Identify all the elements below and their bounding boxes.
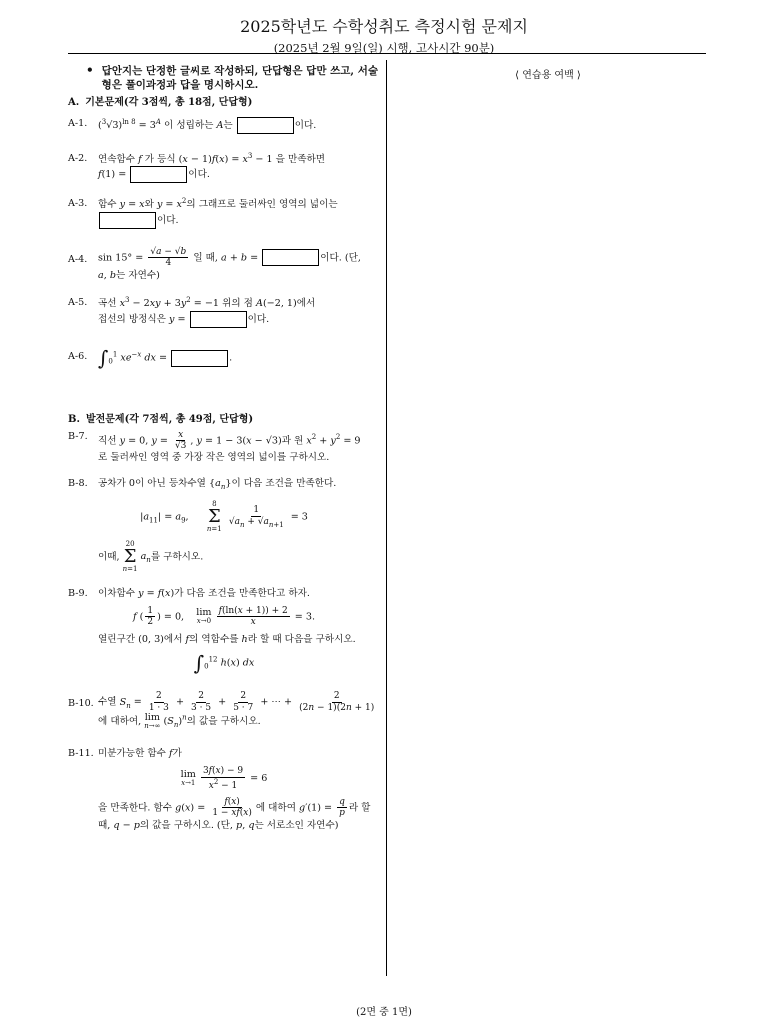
problem-number: A-1. bbox=[68, 117, 88, 129]
problem-a4: A-4. sin 15° = $\frac{√a - √b}{4}$ 일 때, a + b = 이다. (단, a, b는 자연수) bbox=[68, 247, 361, 281]
problem-a5: A-5. 곡선 $x^3 - 2xy + 3y^2 = -1$ 위의 점 A(−2, 1)에서 접선의 방정식은 y = 이다. bbox=[68, 296, 380, 328]
problem-b7: B-7. 직선 y = 0, y = $\frac{x}{√3}$ , y = 1 − 3(x − √3)과 원 $x^2 + y^2 = 9$ 로 둘러싸인 영역 중 가장 작은 영역의 넓이를 구하시오. bbox=[68, 429, 361, 464]
problem-a6: A-6. $\int_0^1$ $xe^{-x}$ dx = . bbox=[68, 346, 233, 371]
answer-box[interactable] bbox=[262, 249, 319, 266]
problem-b11: B-11. 미분가능한 함수 f가 bbox=[68, 747, 182, 759]
instructions bbox=[68, 64, 380, 92]
problem-b8: B-8. 공차가 0이 아닌 등차수열 $\{a_n\}$이 다음 조건을 만족한다. bbox=[68, 478, 337, 491]
answer-box[interactable] bbox=[171, 350, 228, 367]
section-a-heading: A. 기본문제(각 3점씩, 총 18점, 단답형) bbox=[68, 97, 253, 109]
answer-box[interactable] bbox=[190, 311, 247, 328]
page-subtitle: (2025년 2월 9일(일) 시행, 고사시간 90분) bbox=[273, 41, 495, 55]
problem-a2: A-2. 연속함수 f 가 등식 $(x - 1)f(x) = x^3 - 1$ 을 만족하면 f(1) = 이다. bbox=[68, 152, 380, 184]
column-divider bbox=[386, 60, 387, 976]
page-title: 2025학년도 수학성취도 측정시험 문제지 bbox=[240, 17, 528, 36]
section-b-heading: B. 발전문제(각 7점씩, 총 49점, 단답형) bbox=[68, 413, 254, 425]
problem-column: • 답안지는 단정한 글씨로 작성하되, 단답형은 답만 쓰고, 서술형은 풀이과정과 답을 명시하시오. A. 기본문제(각 3점씩, 총 18점, 단답형) A-1. $(^3√3)^{ln 8} = 3^A$ 이 성립하는 A는 이다. A-2. 연속함수 f 가 등식 $(x - 1)f(x) = x^3 - 1$ 을 만족하면 f(1) = 이다. A-3. 함수 y = x와 $y = x^2$의 그래프로 둘러싸인 영역의 넓이는 이다. A-4. sin 15° = $\frac{√a - √b}{4}$ 일 때, a + b = 이다. (단, a, b는 자연수) A-5. 곡선 $x^3 - 2xy + 3y^2 = -1$ 위의 점 A(−2, 1)에서 접선의 방정식은 y = 이다. A-6. $\int_0^1$ $xe^{-x}$ dx = . B. 발전문제(각 7점씩, 총 49점, 단답형) B-7. 직선 y = 0, y = $\frac{x}{√3}$ , y = 1 − 3(x − √3)과 원 $x^2 + y^2 = 9$ 로 둘러싸인 영역 중 가장 작은 영역의 넓이를 구하시오. B-8. 공차가 0이 아닌 등차수열 $\{a_n\}$이 다음 조건을 만족한다. $|a_{11}| = a_9$, 8 Σ n=1 $\frac{1}{√a_n + √a_{n+1}}$ = 3 이때, 20 Σ n=1 $a_n$를 구하시오. B-9. 이차함수 y = f(x)가 다음 조건을 만족한다고 하자. f ( $\frac{1}{2}$ ) = 0, lim x→0 $\frac{f(\ln(x + 1)) + 2}{x}$ = 3. 열린구간 (0, 3)에서 f의 역함수를 h라 할 때 다음을 구하시오. $\int_0^{12}$ h(x) dx B-10. 수열 $S_n$ = $\frac{2}{1 \cdot 3}$ + $\frac{2}{3 \cdot 5}$ + $\frac{2}{5 \cdot 7}$ + ⋯ + $\frac{2}{(2n - 1)(2n + 1)}$ 에 대하여, lim n→∞ $(S_n)^n$의 값을 구하시오. B-11. 미분가능한 함수 f가 lim x→1 $\frac{3f(x) - 9}{x^2 - 1}$ = 6 을 만족한다. 함수 g(x) = $\frac{f(x)}{1 - xf(x)}$ 에 대하여 g′(1) = $\frac{q}{p}$ 라 할 때, q − p의 값을 구하시오. (단, p, q는 서로소인 자연수) bbox=[68, 63, 379, 831]
problem-a3: A-3. 함수 y = x와 $y = x^2$의 그래프로 둘러싸인 영역의 넓이는 bbox=[68, 197, 338, 211]
practice-area[interactable] bbox=[390, 66, 706, 81]
header-rule bbox=[68, 53, 706, 54]
page-header bbox=[0, 14, 768, 56]
answer-box[interactable] bbox=[237, 117, 294, 134]
answer-box[interactable] bbox=[99, 212, 156, 229]
problem-b10: B-10. 수열 $S_n$ = $\frac{2}{1 \cdot 3}$ + $\frac{2}{3 \cdot 5}$ + $\frac{2}{5 \cdot 7}$ + ⋯ + $\frac{2}{(2n - 1)(2n + 1)}$ 에 대하여, lim n→∞ $(S_n)^n$의 값을 구하시오. bbox=[68, 691, 375, 730]
instructions-text: 답안지는 단정한 글씨로 작성하되, 단답형은 답만 쓰고, 서술형은 풀이과정과 답을 명시하시오. bbox=[101, 65, 379, 92]
problem-a1: A-1. $(^3√3)^{ln 8} = 3^A$ 이 성립하는 A는 이다. bbox=[68, 117, 380, 134]
bullet-icon: • bbox=[86, 63, 94, 77]
answer-box[interactable] bbox=[130, 166, 187, 183]
practice-area-label: ⟨ 연습용 여백 ⟩ bbox=[515, 70, 581, 81]
page-footer: (2면 중 1면) bbox=[356, 1007, 412, 1018]
problem-b9: B-9. 이차함수 y = f(x)가 다음 조건을 만족한다고 하자. bbox=[68, 587, 310, 599]
